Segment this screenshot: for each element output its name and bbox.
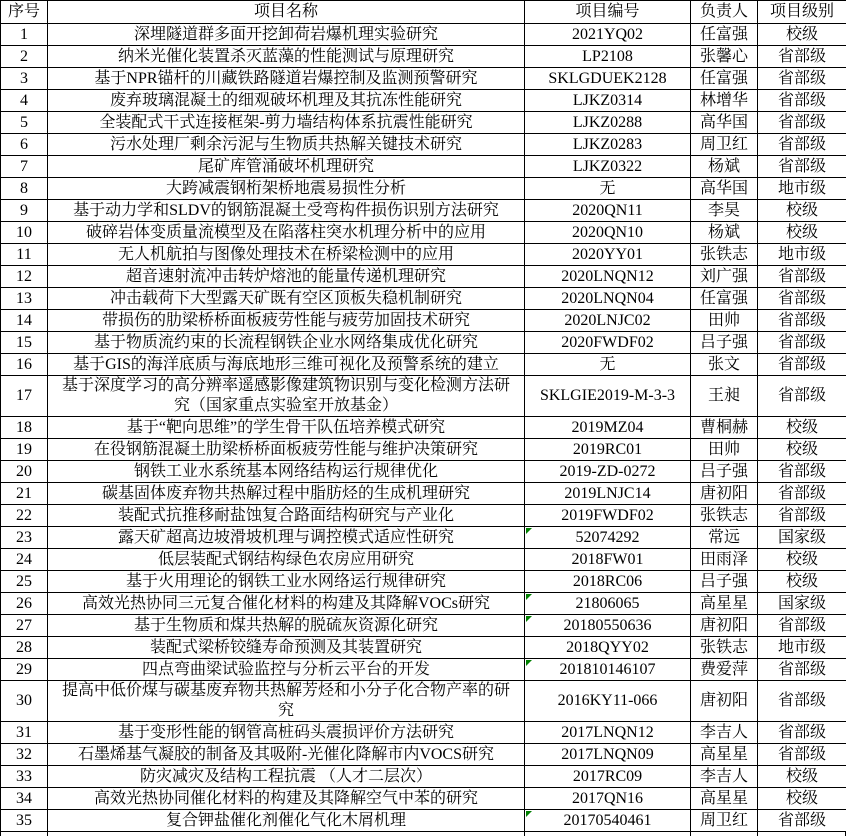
- table-row: [1, 744, 846, 766]
- cell-name[interactable]: 基于GIS的海洋底质与海底地形三维可视化及预警系统的建立: [48, 354, 525, 376]
- table-row: [1, 24, 846, 46]
- cell-no[interactable]: 29: [1, 659, 48, 681]
- cell-no[interactable]: 21: [1, 483, 48, 505]
- cell-name[interactable]: 基于生物质和煤共热解的脱硫灰资源化研究: [48, 615, 525, 637]
- cell-code[interactable]: 2017LNQN12: [525, 722, 691, 744]
- cell-code[interactable]: 2020QN10: [525, 222, 691, 244]
- cell-no[interactable]: 7: [1, 156, 48, 178]
- table-row: [1, 810, 846, 832]
- cell-name[interactable]: 四点弯曲梁试验监控与分析云平台的开发: [48, 659, 525, 681]
- header-row: [1, 1, 846, 24]
- cell-no[interactable]: 35: [1, 810, 48, 832]
- header-cell-level[interactable]: 项目级别: [758, 1, 846, 24]
- cell-no[interactable]: 16: [1, 354, 48, 376]
- cell-no[interactable]: 5: [1, 112, 48, 134]
- cell-no[interactable]: 34: [1, 788, 48, 810]
- cell-no[interactable]: 31: [1, 722, 48, 744]
- cell-no[interactable]: 11: [1, 244, 48, 266]
- cell-level[interactable]: 国家级: [758, 593, 846, 615]
- cell-level[interactable]: 国家级: [758, 527, 846, 549]
- cell-name[interactable]: 钢铁工业水系统基本网络结构运行规律优化: [48, 461, 525, 483]
- cell-level[interactable]: 省部级: [758, 156, 846, 178]
- cell-person[interactable]: 常远: [691, 527, 758, 549]
- cell-no[interactable]: 23: [1, 527, 48, 549]
- table-row: [1, 766, 846, 788]
- cell-name[interactable]: 纳米光催化装置杀灭蓝藻的性能测试与原理研究: [48, 46, 525, 68]
- cell-person[interactable]: 李吉人: [691, 766, 758, 788]
- cell-person[interactable]: 田帅: [691, 310, 758, 332]
- cell-person[interactable]: 曹桐赫: [691, 417, 758, 439]
- cell-level[interactable]: 省部级: [758, 744, 846, 766]
- table-row: [1, 549, 846, 571]
- cell-level[interactable]: 省部级: [758, 810, 846, 832]
- table-row: [1, 483, 846, 505]
- cell-person[interactable]: 高华国: [691, 112, 758, 134]
- table-row: [1, 681, 846, 722]
- cell-code[interactable]: 2019FWDF02: [525, 505, 691, 527]
- table-row: [1, 222, 846, 244]
- cell-code[interactable]: 201810146107: [525, 659, 691, 681]
- cell-person[interactable]: 任富强: [691, 24, 758, 46]
- cell-person[interactable]: 张馨心: [691, 46, 758, 68]
- number-stored-as-text-indicator-icon: [526, 528, 532, 534]
- cell-no[interactable]: 1: [1, 24, 48, 46]
- table-row: [1, 90, 846, 112]
- cell-no[interactable]: 13: [1, 288, 48, 310]
- cell-name[interactable]: 提高中低价煤与碳基废弃物共热解芳烃和小分子化合物产率的研究: [48, 681, 525, 722]
- cell-no[interactable]: 17: [1, 376, 48, 417]
- cell-person[interactable]: 周卫红: [691, 810, 758, 832]
- cell-code[interactable]: LJKZ0288: [525, 112, 691, 134]
- table-row: [1, 439, 846, 461]
- cell-name[interactable]: 基于物质流约束的长流程钢铁企业水网络集成优化研究: [48, 332, 525, 354]
- cell-code[interactable]: 21806065: [525, 593, 691, 615]
- number-stored-as-text-indicator-icon: [526, 594, 532, 600]
- cell-code[interactable]: 2018FW01: [525, 549, 691, 571]
- table-row: [1, 68, 846, 90]
- cell-person[interactable]: 唐初阳: [691, 681, 758, 722]
- cell-code[interactable]: 2020YY01: [525, 244, 691, 266]
- cell-level[interactable]: 省部级: [758, 722, 846, 744]
- cell-name[interactable]: 深埋隧道群多面开挖卸荷岩爆机理实验研究: [48, 24, 525, 46]
- cell-code[interactable]: 2021YQ02: [525, 24, 691, 46]
- cell-code[interactable]: 2017QN16: [525, 788, 691, 810]
- cell-person[interactable]: 吕子强: [691, 461, 758, 483]
- cell-level[interactable]: 省部级: [758, 134, 846, 156]
- table-row: [1, 615, 846, 637]
- cell-level[interactable]: 校级: [758, 766, 846, 788]
- cell-code[interactable]: 2017RC09: [525, 766, 691, 788]
- cell-name[interactable]: 高效光热协同催化材料的构建及其降解空气中苯的研究: [48, 788, 525, 810]
- table-row: [1, 244, 846, 266]
- cell-code[interactable]: 2017LNQN09: [525, 744, 691, 766]
- cell-person[interactable]: 高星星: [691, 744, 758, 766]
- cell-code[interactable]: 2020LNQN04: [525, 288, 691, 310]
- cell-code[interactable]: 2019RC01: [525, 439, 691, 461]
- cell-level[interactable]: 地市级: [758, 637, 846, 659]
- number-stored-as-text-indicator-icon: [526, 811, 532, 817]
- cell-person[interactable]: 任富强: [691, 68, 758, 90]
- table-row: [1, 461, 846, 483]
- cell-level[interactable]: 校级: [758, 549, 846, 571]
- cell-name[interactable]: 破碎岩体变质量流模型及在陷落柱突水机理分析中的应用: [48, 222, 525, 244]
- cell-name[interactable]: 装配式梁桥铰缝寿命预测及其装置研究: [48, 637, 525, 659]
- table-row: [1, 527, 846, 549]
- cell-code[interactable]: 无: [525, 354, 691, 376]
- cell-no[interactable]: 12: [1, 266, 48, 288]
- cell-person[interactable]: 高星星: [691, 788, 758, 810]
- cell-name[interactable]: 复合钾盐催化剂催化气化木屑机理: [48, 810, 525, 832]
- cell-name[interactable]: 基于火用理论的钢铁工业水网络运行规律研究: [48, 571, 525, 593]
- cell-code[interactable]: 2016KY11-066: [525, 681, 691, 722]
- cell-name[interactable]: 污水处理厂剩余污泥与生物质共热解关键技术研究: [48, 134, 525, 156]
- cell-code[interactable]: LJKZ0314: [525, 90, 691, 112]
- cell-level[interactable]: 省部级: [758, 461, 846, 483]
- cell-no[interactable]: 30: [1, 681, 48, 722]
- cell-level[interactable]: 校级: [758, 788, 846, 810]
- table-row: [1, 354, 846, 376]
- cell-code[interactable]: SKLGIE2019-M-3-3: [525, 376, 691, 417]
- table-row: [1, 571, 846, 593]
- cell-level[interactable]: 省部级: [758, 615, 846, 637]
- cell-no[interactable]: 33: [1, 766, 48, 788]
- cell-name[interactable]: 装配式抗推移耐盐蚀复合路面结构研究与产业化: [48, 505, 525, 527]
- cell-person[interactable]: 任富强: [691, 288, 758, 310]
- cell-name[interactable]: 全装配式干式连接框架-剪力墙结构体系抗震性能研究: [48, 112, 525, 134]
- cell-name[interactable]: 高效光热协同三元复合催化材料的构建及其降解VOCs研究: [48, 593, 525, 615]
- cell-no[interactable]: 26: [1, 593, 48, 615]
- header-cell-code[interactable]: 项目编号: [525, 1, 691, 24]
- cell-code[interactable]: LP2108: [525, 46, 691, 68]
- table-row: [1, 505, 846, 527]
- cell-code[interactable]: 20170540461: [525, 810, 691, 832]
- cell-code[interactable]: 2019MZ04: [525, 417, 691, 439]
- cell-code[interactable]: SKLGDUEK2128: [525, 68, 691, 90]
- number-stored-as-text-indicator-icon: [526, 616, 532, 622]
- table-row: [1, 332, 846, 354]
- cell-code[interactable]: 2018QYY02: [525, 637, 691, 659]
- cell-code[interactable]: 2020LNQN12: [525, 266, 691, 288]
- cell-no[interactable]: 22: [1, 505, 48, 527]
- cell-level[interactable]: 省部级: [758, 68, 846, 90]
- cell-no[interactable]: 24: [1, 549, 48, 571]
- cell-level[interactable]: 校级: [758, 200, 846, 222]
- cell-level[interactable]: 省部级: [758, 659, 846, 681]
- cell-name[interactable]: 防灾减灾及结构工程抗震 （人才二层次）: [48, 766, 525, 788]
- table-row: [1, 659, 846, 681]
- cell-code[interactable]: LJKZ0322: [525, 156, 691, 178]
- cell-no[interactable]: 9: [1, 200, 48, 222]
- cell-level[interactable]: 省部级: [758, 112, 846, 134]
- cell-no[interactable]: 27: [1, 615, 48, 637]
- cell-name[interactable]: 无人机航拍与图像处理技术在桥梁检测中的应用: [48, 244, 525, 266]
- cell-person[interactable]: 林增华: [691, 90, 758, 112]
- cell-no[interactable]: 8: [1, 178, 48, 200]
- cell-name[interactable]: 冲击载荷下大型露天矿既有空区顶板失稳机制研究: [48, 288, 525, 310]
- cell-person[interactable]: 杨斌: [691, 222, 758, 244]
- cell-level[interactable]: 地市级: [758, 244, 846, 266]
- cell-person[interactable]: 李吉人: [691, 722, 758, 744]
- cell-person[interactable]: 吕子强: [691, 332, 758, 354]
- cell-level[interactable]: 省部级: [758, 90, 846, 112]
- cell-person[interactable]: 周卫红: [691, 134, 758, 156]
- cell-name[interactable]: 尾矿库管涌破坏机理研究: [48, 156, 525, 178]
- cell-no[interactable]: 14: [1, 310, 48, 332]
- number-stored-as-text-indicator-icon: [526, 660, 532, 666]
- cell-person[interactable]: 高星星: [691, 593, 758, 615]
- table-row: [1, 722, 846, 744]
- cell-no[interactable]: 10: [1, 222, 48, 244]
- cell-level[interactable]: 省部级: [758, 354, 846, 376]
- table-row: [1, 134, 846, 156]
- cell-person[interactable]: 张文: [691, 354, 758, 376]
- cell-person[interactable]: 刘广强: [691, 266, 758, 288]
- cell-level[interactable]: 校级: [758, 417, 846, 439]
- cell-no[interactable]: 25: [1, 571, 48, 593]
- partial-next-row: [0, 832, 846, 836]
- cell-person[interactable]: 张铁志: [691, 505, 758, 527]
- cell-no[interactable]: 15: [1, 332, 48, 354]
- cell-no[interactable]: 2: [1, 46, 48, 68]
- cell-person[interactable]: 高华国: [691, 178, 758, 200]
- cell-person[interactable]: 杨斌: [691, 156, 758, 178]
- cell-person[interactable]: 李昊: [691, 200, 758, 222]
- cell-code[interactable]: 2020FWDF02: [525, 332, 691, 354]
- cell-person[interactable]: 张铁志: [691, 637, 758, 659]
- table-row: [1, 310, 846, 332]
- cell-code[interactable]: 2019-ZD-0272: [525, 461, 691, 483]
- cell-name[interactable]: 基于“靶向思维”的学生骨干队伍培养模式研究: [48, 417, 525, 439]
- cell-level[interactable]: 省部级: [758, 332, 846, 354]
- cell-name[interactable]: 石墨烯基气凝胶的制备及其吸附-光催化降解市内VOCS研究: [48, 744, 525, 766]
- table-row: [1, 200, 846, 222]
- cell-level[interactable]: 省部级: [758, 681, 846, 722]
- cell-level[interactable]: 省部级: [758, 266, 846, 288]
- cell-code[interactable]: LJKZ0283: [525, 134, 691, 156]
- header-cell-name[interactable]: 项目名称: [48, 1, 525, 24]
- cell-person[interactable]: 费爱萍: [691, 659, 758, 681]
- cell-no[interactable]: 20: [1, 461, 48, 483]
- cell-no[interactable]: 6: [1, 134, 48, 156]
- table-body: [1, 24, 846, 832]
- table-row: [1, 178, 846, 200]
- cell-no[interactable]: 28: [1, 637, 48, 659]
- cell-name[interactable]: 基于变形性能的钢管高桩码头震损评价方法研究: [48, 722, 525, 744]
- table-row: [1, 637, 846, 659]
- cell-no[interactable]: 32: [1, 744, 48, 766]
- header-cell-person[interactable]: 负责人: [691, 1, 758, 24]
- cell-level[interactable]: 地市级: [758, 178, 846, 200]
- cell-name[interactable]: 带损伤的肋梁桥桥面板疲劳性能与疲劳加固技术研究: [48, 310, 525, 332]
- cell-code[interactable]: 无: [525, 178, 691, 200]
- cell-name[interactable]: 基于动力学和SLDV的钢筋混凝土受弯构件损伤识别方法研究: [48, 200, 525, 222]
- cell-name[interactable]: 在役钢筋混凝土肋梁桥桥面板疲劳性能与维护决策研究: [48, 439, 525, 461]
- cell-level[interactable]: 校级: [758, 222, 846, 244]
- cell-no[interactable]: 19: [1, 439, 48, 461]
- cell-level[interactable]: 校级: [758, 439, 846, 461]
- table-row: [1, 112, 846, 134]
- table-row: [1, 288, 846, 310]
- cell-person[interactable]: 张铁志: [691, 244, 758, 266]
- cell-person[interactable]: 吕子强: [691, 571, 758, 593]
- cell-person[interactable]: 田帅: [691, 439, 758, 461]
- cell-name[interactable]: 基于NPR锚杆的川藏铁路隧道岩爆控制及监测预警研究: [48, 68, 525, 90]
- table-row: [1, 156, 846, 178]
- table-row: [1, 266, 846, 288]
- cell-no[interactable]: 18: [1, 417, 48, 439]
- header-cell-no[interactable]: 序号: [1, 1, 48, 24]
- cell-name[interactable]: 超音速射流冲击转炉熔池的能量传递机理研究: [48, 266, 525, 288]
- cell-level[interactable]: 省部级: [758, 376, 846, 417]
- cell-name[interactable]: 废弃玻璃混凝土的细观破坏机理及其抗冻性能研究: [48, 90, 525, 112]
- cell-code[interactable]: 52074292: [525, 527, 691, 549]
- cell-level[interactable]: 省部级: [758, 505, 846, 527]
- cell-no[interactable]: 4: [1, 90, 48, 112]
- cell-person[interactable]: 王昶: [691, 376, 758, 417]
- table-row: [1, 46, 846, 68]
- cell-person[interactable]: 唐初阳: [691, 483, 758, 505]
- cell-level[interactable]: 校级: [758, 24, 846, 46]
- cell-level[interactable]: 省部级: [758, 46, 846, 68]
- cell-name[interactable]: 露天矿超高边坡滑坡机理与调控模式适应性研究: [48, 527, 525, 549]
- table-row: [1, 417, 846, 439]
- cell-no[interactable]: 3: [1, 68, 48, 90]
- cell-level[interactable]: 校级: [758, 571, 846, 593]
- cell-person[interactable]: 唐初阳: [691, 615, 758, 637]
- cell-level[interactable]: 省部级: [758, 288, 846, 310]
- cell-name[interactable]: 基于深度学习的高分辨率遥感影像建筑物识别与变化检测方法研究（国家重点实验室开放基金）: [48, 376, 525, 417]
- table-row: [1, 788, 846, 810]
- cell-code[interactable]: 2020QN11: [525, 200, 691, 222]
- cell-code[interactable]: 2018RC06: [525, 571, 691, 593]
- cell-code[interactable]: 2020LNJC02: [525, 310, 691, 332]
- cell-name[interactable]: 大跨减震钢桁架桥地震易损性分析: [48, 178, 525, 200]
- table-row: [1, 593, 846, 615]
- cell-name[interactable]: 碳基固体废弃物共热解过程中脂肪烃的生成机理研究: [48, 483, 525, 505]
- cell-name[interactable]: 低层装配式钢结构绿色农房应用研究: [48, 549, 525, 571]
- cell-level[interactable]: 省部级: [758, 483, 846, 505]
- cell-code[interactable]: 20180550636: [525, 615, 691, 637]
- cell-level[interactable]: 省部级: [758, 310, 846, 332]
- cell-person[interactable]: 田雨泽: [691, 549, 758, 571]
- cell-code[interactable]: 2019LNJC14: [525, 483, 691, 505]
- table-row: [1, 376, 846, 417]
